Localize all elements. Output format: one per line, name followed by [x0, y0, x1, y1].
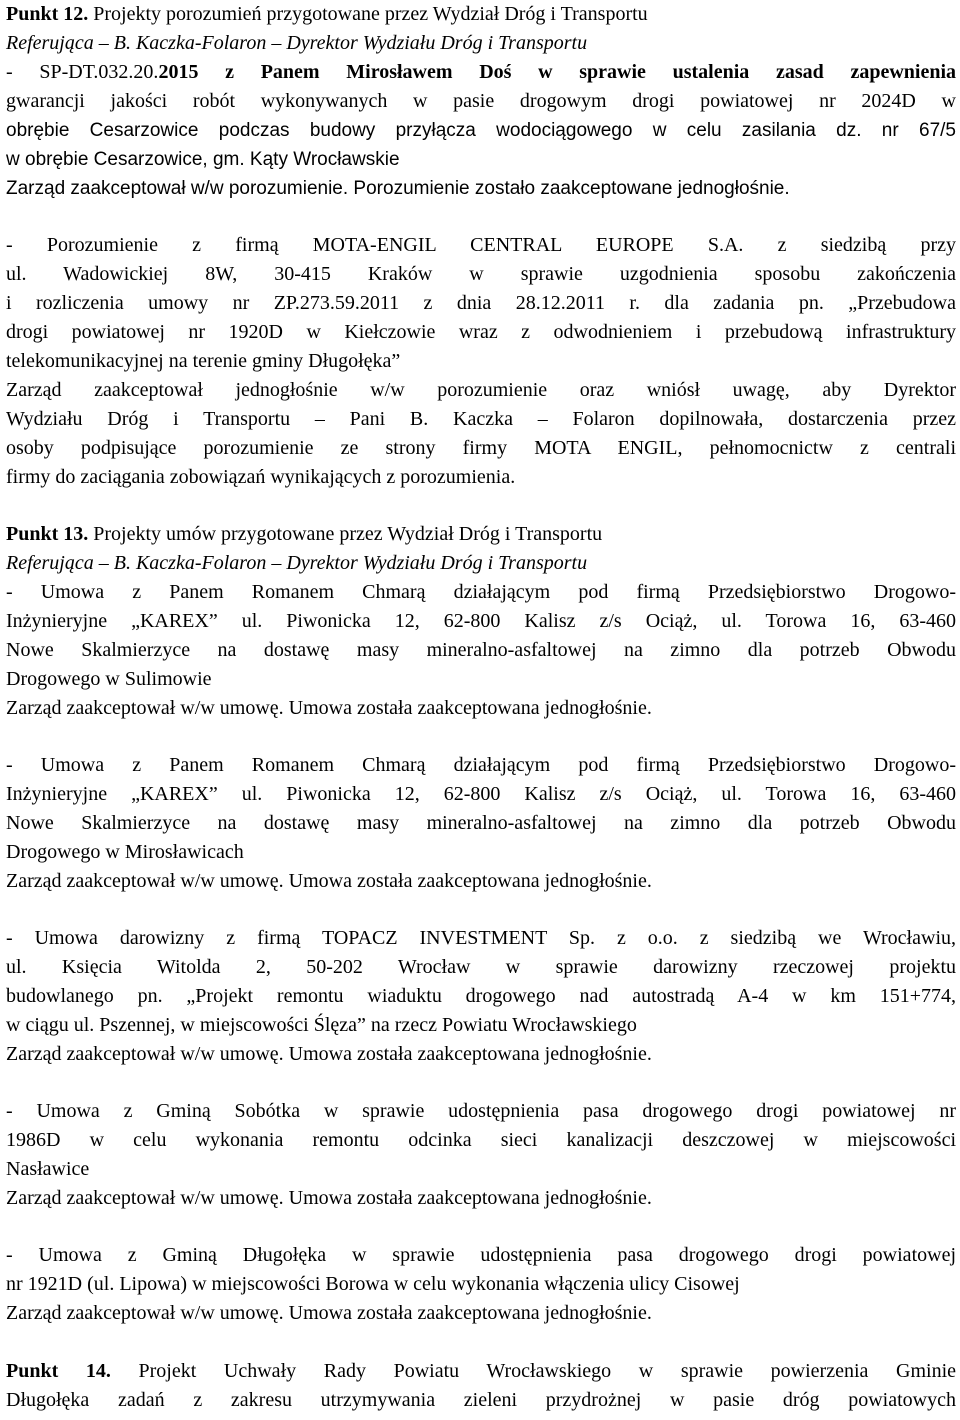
paragraph-line: Nowe Skalmierzyce na dostawę masy mineralno-asfaltowej na zimno dla potrzeb Obwodu [6, 812, 956, 834]
paragraph-line: Inżynieryjne „KAREX” ul. Piwonicka 12, 62-800 Kalisz z/s Ociąż, ul. Torowa 16, 63-460 [6, 610, 956, 632]
paragraph-line [6, 58, 956, 87]
paragraph-line: i rozliczenia umowy nr ZP.273.59.2011 z dnia 28.12.2011 r. dla zadania pn. „Przebudowa [6, 292, 956, 314]
paragraph-line: - Umowa z Panem Romanem Chmarą działającym pod firmą Przedsiębiorstwo Drogowo- [6, 581, 956, 603]
paragraph-line: gwarancji jakości robót wykonywanych w pasie drogowym drogi powiatowej nr 2024D w [6, 90, 956, 112]
decision-line: firmy do zaciągania zobowiązań wynikających z porozumienia. [6, 466, 516, 488]
section-label: Punkt 13. [6, 523, 89, 545]
paragraph-line: w obrębie Cesarzowice, gm. Kąty Wrocławskie [6, 149, 400, 170]
decision-line: Zarząd zaakceptował w/w umowę. Umowa została zaakceptowana jednogłośnie. [6, 697, 652, 719]
paragraph-line: Inżynieryjne „KAREX” ul. Piwonicka 12, 62-800 Kalisz z/s Ociąż, ul. Torowa 16, 63-460 [6, 783, 956, 805]
paragraph-line: ul. Księcia Witolda 2, 50-202 Wrocław w sprawie darowizny rzeczowej projektu [6, 956, 956, 978]
section-title: Projekty porozumień przygotowane przez Wydział Dróg i Transportu [88, 3, 648, 25]
decision-line: Zarząd zaakceptował w/w umowę. Umowa została zaakceptowana jednogłośnie. [6, 1187, 652, 1209]
section-heading-p12 [6, 0, 956, 29]
paragraph-line: Długołęka zadań z zakresu utrzymywania zieleni przydrożnej w pasie dróg powiatowych [6, 1389, 956, 1411]
decision-line: Zarząd zaakceptował w/w umowę. Umowa została zaakceptowana jednogłośnie. [6, 1043, 652, 1065]
paragraph-line: telekomunikacyjnej na terenie gminy Długołęka” [6, 350, 401, 372]
paragraph-line: Nowe Skalmierzyce na dostawę masy mineralno-asfaltowej na zimno dla potrzeb Obwodu [6, 639, 956, 661]
decision-line: Zarząd zaakceptował jednogłośnie w/w porozumienie oraz wniósł uwagę, aby Dyrektor [6, 379, 956, 401]
doc-number-year: 2015 z Panem Mirosławem Doś w sprawie ustalenia zasad zapewnienia [158, 61, 956, 83]
paragraph-line: nr 1921D (ul. Lipowa) w miejscowości Borowa w celu wykonania włączenia ulicy Cisowej [6, 1273, 740, 1295]
paragraph-line: - Umowa z Gminą Długołęka w sprawie udostępnienia pasa drogowego drogi powiatowej [6, 1244, 956, 1266]
section-title: Projekty umów przygotowane przez Wydział Dróg i Transportu [88, 523, 603, 545]
decision-line: Zarząd zaakceptował w/w porozumienie. Porozumienie zostało zaakceptowane jednogłośnie. [6, 178, 790, 199]
paragraph-line: Nasławice [6, 1158, 90, 1180]
section-heading-p14 [6, 1357, 956, 1386]
section-label: Punkt 12. [6, 3, 89, 25]
paragraph-line: obrębie Cesarzowice podczas budowy przyłącza wodociągowego w celu zasilania dz. nr 67/5 [6, 120, 956, 141]
decision-line: Zarząd zaakceptował w/w umowę. Umowa została zaakceptowana jednogłośnie. [6, 870, 652, 892]
paragraph-line: Drogowego w Sulimowie [6, 668, 212, 690]
paragraph-line: ul. Wadowickiej 8W, 30-415 Kraków w sprawie uzgodnienia sposobu zakończenia [6, 263, 956, 285]
section-label: Punkt 14. [6, 1360, 111, 1382]
paragraph-line: budowlanego pn. „Projekt remontu wiaduktu drogowego nad autostradą A-4 w km 151+774, [6, 985, 956, 1007]
doc-number: - SP-DT.032.20. [6, 61, 159, 83]
paragraph-line: 1986D w celu wykonania remontu odcinka sieci kanalizacji deszczowej w miejscowości [6, 1129, 956, 1151]
referent-line: Referująca – B. Kaczka-Folaron – Dyrektor Wydziału Dróg i Transportu [6, 552, 588, 574]
paragraph-line: - Umowa z Gminą Sobótka w sprawie udostępnienia pasa drogowego drogi powiatowej nr [6, 1100, 956, 1122]
decision-line: Wydziału Dróg i Transportu – Pani B. Kaczka – Folaron dopilnowała, dostarczenia przez [6, 408, 956, 430]
paragraph-line: - Umowa z Panem Romanem Chmarą działającym pod firmą Przedsiębiorstwo Drogowo- [6, 754, 956, 776]
section-heading-p13 [6, 520, 956, 549]
paragraph-line: Drogowego w Mirosławicach [6, 841, 244, 863]
paragraph-line: drogi powiatowej nr 1920D w Kiełczowie wraz z odwodnieniem i przebudową infrastruktury [6, 321, 956, 343]
decision-line: osoby podpisujące porozumienie ze strony firmy MOTA ENGIL, pełnomocnictw z centrali [6, 437, 956, 459]
referent-line: Referująca – B. Kaczka-Folaron – Dyrektor Wydziału Dróg i Transportu [6, 32, 588, 54]
paragraph-line: - Umowa darowizny z firmą TOPACZ INVESTMENT Sp. z o.o. z siedzibą we Wrocławiu, [6, 927, 956, 949]
paragraph-line: - Porozumienie z firmą MOTA-ENGIL CENTRAL EUROPE S.A. z siedzibą przy [6, 234, 956, 256]
section-title: Projekt Uchwały Rady Powiatu Wrocławskiego w sprawie powierzenia Gminie [110, 1360, 957, 1382]
decision-line: Zarząd zaakceptował w/w umowę. Umowa została zaakceptowana jednogłośnie. [6, 1302, 652, 1324]
paragraph-line: w ciągu ul. Pszennej, w miejscowości Ślęza” na rzecz Powiatu Wrocławskiego [6, 1014, 637, 1036]
